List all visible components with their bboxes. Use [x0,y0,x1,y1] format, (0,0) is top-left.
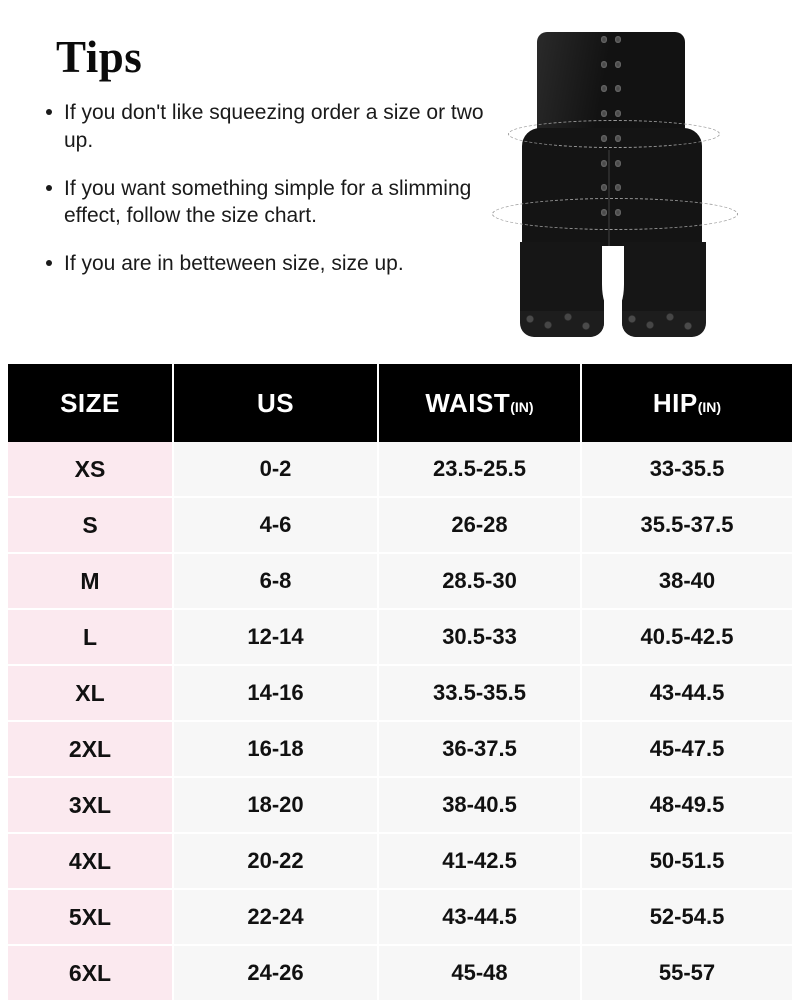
table-row [8,833,792,889]
list-item [42,175,502,230]
bullet-icon [46,185,52,191]
hip-label: HIP [652,387,698,418]
cell-us: 14-16 [173,665,378,721]
waist-label: WAIST [425,387,511,418]
list-item [42,99,502,154]
cell-waist: 28.5-30 [378,553,581,609]
lace-trim [622,311,706,337]
cell-us: 20-22 [173,833,378,889]
bullet-icon [46,260,52,266]
tip-text: If you want something simple for a slimming effect, follow the size chart. [64,176,472,228]
cell-hip: 48-49.5 [581,777,792,833]
cell-hip: 55-57 [581,945,792,1000]
column-header-us: US [173,364,378,442]
table-header-row [8,364,792,442]
cell-waist: 30.5-33 [378,609,581,665]
cell-us: 6-8 [173,553,378,609]
tips-block [42,34,502,298]
cell-size: S [8,497,173,553]
table-row [8,442,792,497]
cell-size: 6XL [8,945,173,1000]
waist-measure-guide [508,120,720,148]
column-header-waist [378,364,581,442]
cell-hip: 43-44.5 [581,665,792,721]
cell-waist: 36-37.5 [378,721,581,777]
cell-hip: 35.5-37.5 [581,497,792,553]
column-header-hip [581,364,792,442]
cell-waist: 26-28 [378,497,581,553]
garment-illustration [482,10,742,355]
cell-size: 3XL [8,777,173,833]
cell-hip: 52-54.5 [581,889,792,945]
cell-waist: 41-42.5 [378,833,581,889]
hip-unit: (IN) [697,398,722,415]
cell-us: 16-18 [173,721,378,777]
bullet-icon [46,109,52,115]
cell-size: 5XL [8,889,173,945]
cell-hip: 33-35.5 [581,442,792,497]
tip-text: If you don't like squeezing order a size or two up. [64,101,484,152]
tips-and-product-section [0,0,800,360]
cell-waist: 38-40.5 [378,777,581,833]
table-row [8,889,792,945]
cell-size: L [8,609,173,665]
cell-us: 22-24 [173,889,378,945]
cell-size: M [8,553,173,609]
cell-hip: 40.5-42.5 [581,609,792,665]
inner-gap [602,246,624,310]
cell-hip: 50-51.5 [581,833,792,889]
cell-hip: 38-40 [581,553,792,609]
column-header-size: SIZE [8,364,173,442]
table-row [8,497,792,553]
table-row [8,721,792,777]
cell-waist: 45-48 [378,945,581,1000]
cell-waist: 33.5-35.5 [378,665,581,721]
waist-unit: (IN) [510,398,534,415]
cell-waist: 43-44.5 [378,889,581,945]
lace-trim [520,311,604,337]
cell-us: 24-26 [173,945,378,1000]
size-chart-table [8,364,792,1000]
page-title: Tips [56,32,143,82]
table-row [8,777,792,833]
table-row [8,665,792,721]
right-leg [622,242,706,337]
cell-size: XL [8,665,173,721]
table-row [8,553,792,609]
tips-list [42,99,502,278]
left-leg [520,242,604,337]
cell-us: 18-20 [173,777,378,833]
cell-us: 0-2 [173,442,378,497]
cell-waist: 23.5-25.5 [378,442,581,497]
hip-measure-guide [492,198,738,230]
product-image [482,10,742,355]
table-row [8,609,792,665]
list-item [42,250,502,278]
tip-text: If you are in betteween size, size up. [64,252,404,276]
table-row [8,945,792,1000]
cell-size: 4XL [8,833,173,889]
cell-size: XS [8,442,173,497]
cell-us: 12-14 [173,609,378,665]
cell-us: 4-6 [173,497,378,553]
cell-hip: 45-47.5 [581,721,792,777]
cell-size: 2XL [8,721,173,777]
